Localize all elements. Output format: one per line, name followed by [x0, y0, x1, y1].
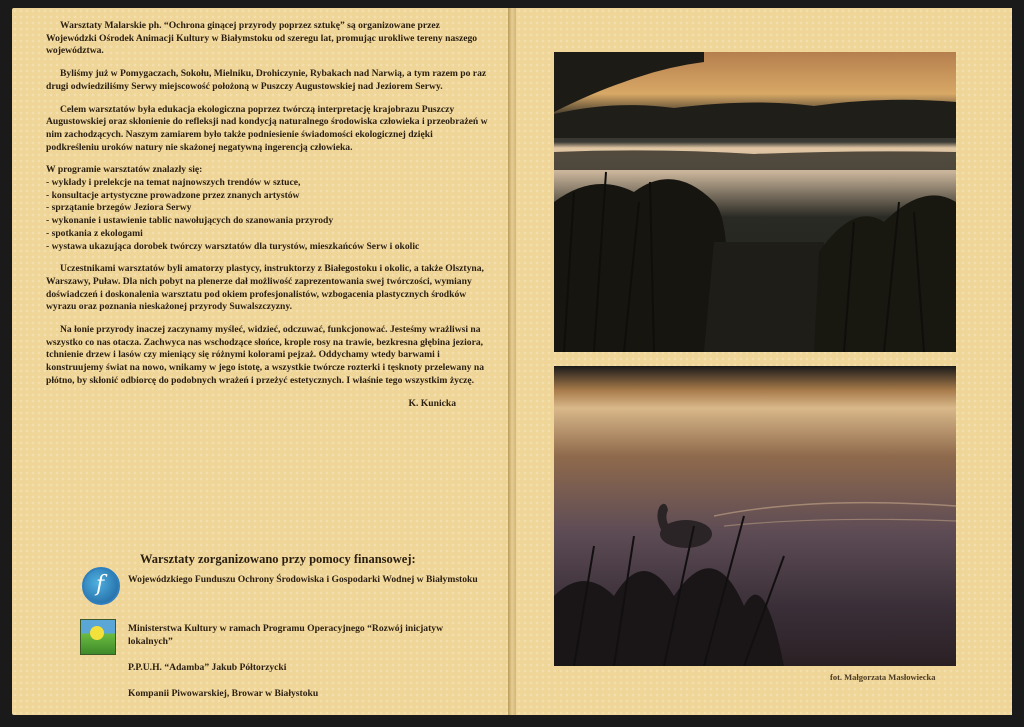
photo-lake-swan [554, 366, 956, 666]
program-item: - wykłady i prelekcje na temat najnowszych trendów w sztuce, [46, 177, 301, 189]
program-item: - spotkania z ekologami [46, 227, 143, 239]
right-page [516, 8, 1012, 715]
left-page [12, 8, 510, 715]
article-text [46, 20, 488, 410]
sponsor-ministry: Ministerstwa Kultury w ramach Programu Operacyjnego “Rozwój inicjatyw lokalnych” [128, 623, 444, 647]
photo-credit: fot. Małgorzata Masłowiecka [830, 672, 936, 682]
paragraph-nature: Na łonie przyrody inaczej zaczynamy myśleć, widzieć, odczuwać, funkcjonować. Jesteśmy wrażliwsi na wszystko co nas otacza. Zachwyca nas wschodzące słońce, krople rosy na trawie, bezkresna głębina jeziora, tchnienie drzew i lasów czy mieniący się różnymi kolorami pejzaż. Oddychamy wtedy barwami i konstruujemy świat na nowo, wnikamy w jego istotę, a wszystkie twórcze rozterki i tęsknoty przelewany na płótno, by skłonić odbiorcę do podobnych wrażeń i przeżyć estetycznych. I właśnie tego wszystkim życzę. [46, 324, 484, 386]
paragraph-goal: Celem warsztatów była edukacja ekologiczna poprzez twórczą interpretację krajobrazu Puszczy Augustowskiej oraz skłonienie do refleksji nad kondycją naturalnego środowiska człowieka i przeobrażeń w nim zachodzących. Naszym zamiarem było także podniesienie świadomości ekologicznej dzięki podkreśleniu uroków natury nie skażonej negatywną ingerencją człowieka. [46, 103, 488, 153]
signature: K. Kunicka [408, 397, 456, 409]
program-item: - sprzątanie brzegów Jeziora Serwy [46, 202, 192, 214]
program-item: - wystawa ukazująca dorobek twórczy warsztatów dla turystów, mieszkańców Serw i okolic [46, 240, 420, 252]
pier-silhouette-image [554, 52, 956, 352]
swan-silhouette-image [554, 366, 956, 666]
sponsor-adamba: P.P.U.H. “Adamba” Jakub Półtorzycki [128, 662, 287, 673]
photo-lake-pier [554, 52, 956, 352]
paragraph-participants: Uczestnikami warsztatów byli amatorzy plastycy, instruktorzy z Białegostoku i okolic, a także Olsztyna, Warszawy, Puław. Dla nich pobyt na plenerze dał możliwość zaprezentowania swej twórczości, wymiany doświadczeń i doskonalenia warsztatu pod okiem profesjonalistów, wzbogacenia plastycznych środków wyrazu oraz poznania nieskażonej przyrody Suwalszczyzny. [46, 263, 484, 313]
ministry-logo-icon [80, 619, 116, 655]
fund-logo-icon [82, 567, 120, 605]
sponsor-heading: Warsztaty zorganizowano przy pomocy finansowej: [140, 552, 416, 566]
fund-logo-glyph: f [96, 572, 105, 597]
sponsor-brewery: Kompanii Piwowarskiej, Browar w Białystoku [128, 688, 319, 699]
program-heading: W programie warsztatów znalazły się: [46, 164, 203, 176]
paragraph-intro: Warsztaty Malarskie ph. “Ochrona ginącej przyrody poprzez sztukę” są organizowane przez Wojewódzki Ośrodek Animacji Kultury w Białymstoku od szeregu lat, promując urokliwe tereny naszego województwa. [46, 20, 478, 57]
program-list [46, 177, 488, 253]
program-item: - konsultacje artystyczne prowadzone przez znanych artystów [46, 189, 300, 201]
paragraph-locations: Byliśmy już w Pomygaczach, Sokołu, Mielniku, Drohiczynie, Rybakach nad Narwią, a tym razem po raz drugi odwiedziliśmy Serwy miejscowość położoną w Puszczy Augustowskiej nad Jeziorem Serwy. [46, 68, 487, 92]
sponsor-fund: Wojewódzkiego Funduszu Ochrony Środowiska i Gospodarki Wodnej w Białymstoku [128, 574, 478, 585]
program-item: - wykonanie i ustawienie tablic nawołujących do szanowania przyrody [46, 215, 334, 227]
